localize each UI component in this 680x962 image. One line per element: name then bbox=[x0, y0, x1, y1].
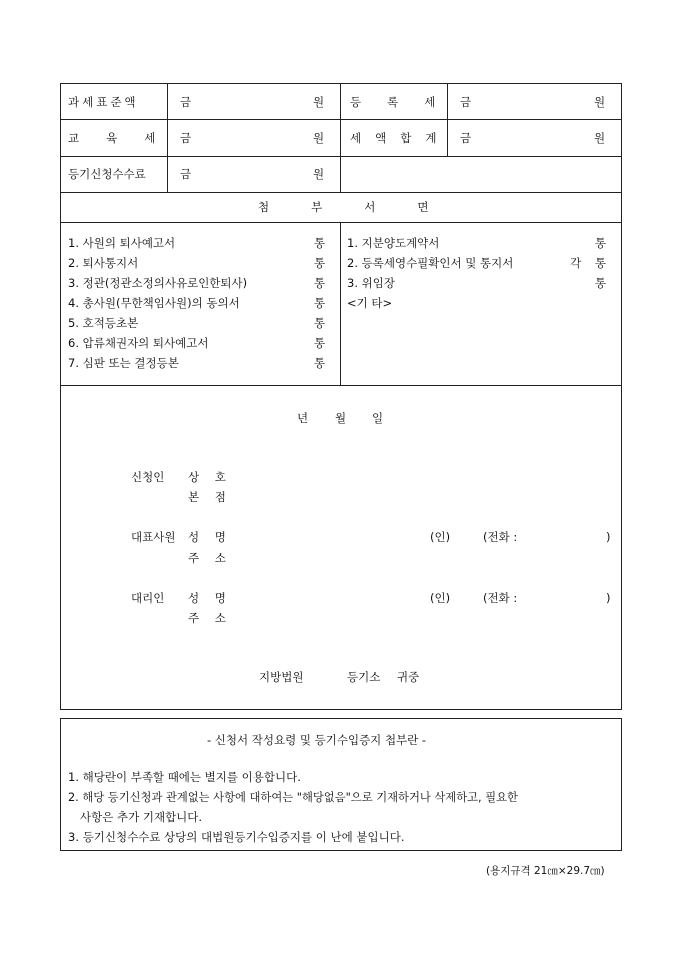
attachment-right-unit: 통 bbox=[594, 236, 606, 250]
attachment-left-item: 6. 압류채권자의 퇴사예고서 bbox=[68, 336, 209, 350]
education-tax-amount-prefix: 금 bbox=[180, 131, 192, 145]
applicant-label: 신청인 bbox=[131, 470, 165, 484]
date-day: 일 bbox=[372, 411, 384, 425]
agent-label: 대리인 bbox=[131, 591, 165, 605]
attachment-left-item: 1. 사원의 퇴사예고서 bbox=[68, 236, 176, 250]
agent-phone: (전화 : bbox=[483, 591, 518, 605]
rep-label: 대표사원 bbox=[131, 530, 176, 544]
attachment-right-item: 2. 등록세영수필확인서 및 통지서 bbox=[347, 256, 514, 270]
rep-name-label: 성 명 bbox=[188, 530, 232, 544]
application-fee-unit: 원 bbox=[313, 167, 325, 181]
attachment-left-unit: 통 bbox=[314, 236, 326, 250]
attachment-left-unit: 통 bbox=[314, 356, 326, 370]
attachment-left-unit: 통 bbox=[314, 256, 326, 270]
application-fee-amount-prefix: 금 bbox=[180, 167, 192, 181]
instructions-title: - 신청서 작성요령 및 등기수입증지 첩부란 - bbox=[207, 733, 427, 747]
total-tax-label: 세액합계 bbox=[350, 131, 451, 145]
attachment-right-unit: 통 bbox=[594, 276, 606, 290]
attachment-right-item: 1. 지분양도계약서 bbox=[347, 236, 440, 250]
attachment-left-item: 2. 퇴사통지서 bbox=[68, 256, 139, 270]
instruction-item: 3. 등기신청수수료 상당의 대법원등기수입증지를 이 난에 붙입니다. bbox=[68, 830, 405, 844]
rep-seal: (인) bbox=[430, 530, 451, 544]
registration-tax-label: 등록세 bbox=[350, 95, 462, 109]
attachment-right-item: 3. 위임장 bbox=[347, 276, 395, 290]
total-tax-unit: 원 bbox=[594, 131, 606, 145]
attachment-left-item: 4. 총사원(무한책임사원)의 동의서 bbox=[68, 296, 240, 310]
date-month: 월 bbox=[335, 411, 347, 425]
instruction-item: 1. 해당란이 부족할 때에는 별지를 이용합니다. bbox=[68, 770, 301, 784]
row-divider bbox=[60, 156, 622, 157]
education-tax-unit: 원 bbox=[313, 131, 325, 145]
registration-tax-amount-prefix: 금 bbox=[460, 95, 472, 109]
tax-base-label: 과세표준액 bbox=[68, 95, 139, 109]
agent-name-label: 성 명 bbox=[188, 591, 232, 605]
tax-base-unit: 원 bbox=[313, 95, 325, 109]
attachment-left-item: 3. 정관(정관소정의사유로인한퇴사) bbox=[68, 276, 248, 290]
attachment-left-item: 5. 호적등초본 bbox=[68, 316, 139, 330]
application-fee-label: 등기신청수수료 bbox=[68, 167, 146, 181]
attachment-left-unit: 통 bbox=[314, 336, 326, 350]
head-office-label: 본 점 bbox=[188, 490, 232, 504]
addressee: 귀중 bbox=[397, 670, 420, 684]
attachment-left-unit: 통 bbox=[314, 276, 326, 290]
agent-phone-close: ) bbox=[606, 591, 611, 605]
col-divider bbox=[447, 83, 448, 156]
row-divider bbox=[60, 192, 622, 193]
instruction-item: 2. 해당 등기신청과 관계없는 사항에 대하여는 "해당없음"으로 기재하거나 삭제하고, 필요한 bbox=[68, 791, 518, 804]
attachment-right-unit: 각 통 bbox=[570, 256, 606, 270]
date-year: 년 bbox=[297, 411, 309, 425]
rep-address-label: 주 소 bbox=[188, 551, 232, 565]
rep-phone-close: ) bbox=[606, 530, 611, 544]
row-divider bbox=[60, 119, 622, 120]
agent-address-label: 주 소 bbox=[188, 611, 232, 625]
row-divider bbox=[60, 385, 622, 386]
attachment-left-item: 7. 심판 또는 결정등본 bbox=[68, 356, 179, 370]
registry-name: 등기소 bbox=[347, 670, 381, 684]
trade-name-label: 상 호 bbox=[188, 470, 232, 484]
rep-phone: (전화 : bbox=[483, 530, 518, 544]
paper-size-note: (용지규격 21㎝×29.7㎝) bbox=[486, 865, 605, 877]
col-divider bbox=[340, 222, 341, 385]
agent-seal: (인) bbox=[430, 591, 451, 605]
registration-tax-unit: 원 bbox=[594, 95, 606, 109]
attachment-left-unit: 통 bbox=[314, 316, 326, 330]
attachment-right-item: <기 타> bbox=[347, 296, 393, 310]
col-divider bbox=[340, 83, 341, 192]
court-name: 지방법원 bbox=[259, 670, 304, 684]
row-divider bbox=[60, 222, 622, 223]
education-tax-label: 교육세 bbox=[68, 131, 183, 145]
total-tax-amount-prefix: 금 bbox=[460, 131, 472, 145]
attachments-header: 첨부서면 bbox=[258, 200, 471, 214]
tax-base-amount-prefix: 금 bbox=[180, 95, 192, 109]
instruction-item: 사항은 추가 기재합니다. bbox=[80, 810, 203, 824]
attachment-left-unit: 통 bbox=[314, 296, 326, 310]
